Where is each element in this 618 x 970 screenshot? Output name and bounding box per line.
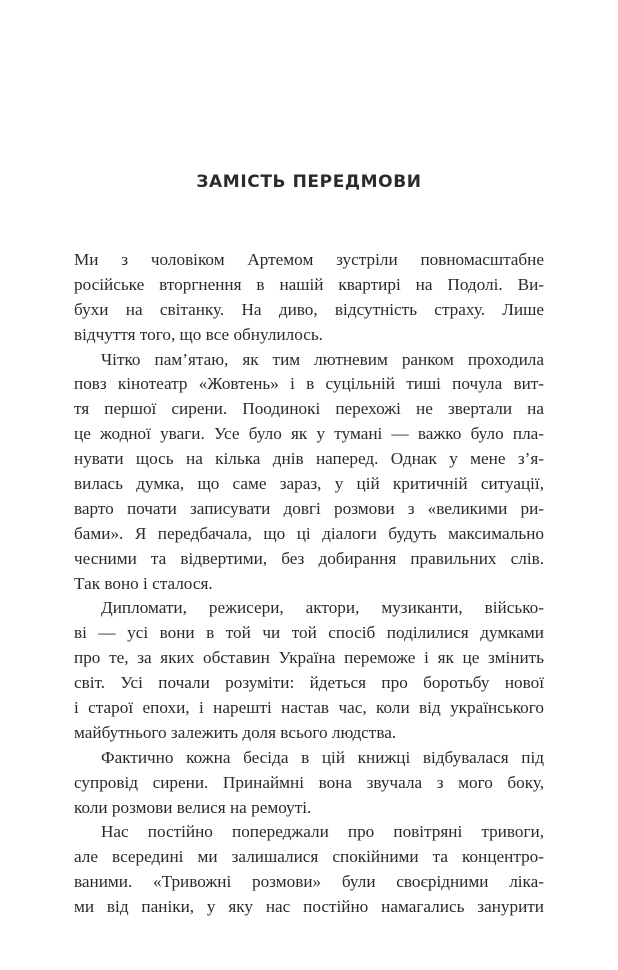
text-line: ваними. «Тривожні розмови» були своєрідними ліка- [74,872,544,892]
text-line: ві — усі вони в той чи той спосіб поділилися думками [74,623,544,643]
body-text [74,248,544,920]
text-line: вилась думка, що саме зараз, у цій критичній ситуації, [74,474,544,494]
text-line: бами». Я передбачала, що ці діалоги будуть максимально [74,523,544,543]
text-line: супровід сирени. Принаймні вона звучала з мого боку, [74,772,544,792]
text-line: тя першої сирени. Поодинокі перехожі не звертали на [74,399,544,419]
chapter-title: ЗАМІСТЬ ПЕРЕДМОВИ [196,172,422,192]
text-line: Чітко пам’ятаю, як тим лютневим ранком проходила [101,349,544,369]
text-line: коли розмови велися на ремоуті. [74,797,312,817]
text-line: ми від паніки, у яку нас постійно намагались занурити [74,897,544,917]
text-line: світ. Усі почали розуміти: йдеться про боротьбу нової [74,673,544,693]
text-line: нувати щось на кілька днів наперед. Однак у мене з’я- [74,449,544,469]
text-line: про те, за яких обставин Україна переможе і як це змінить [74,648,544,668]
text-line: це жодної уваги. Усе було як у тумані — важко було пла- [74,424,544,444]
text-line: Нас постійно попереджали про повітряні тривоги, [101,822,544,842]
text-line: чесними та відвертими, без добирання правильних слів. [74,548,544,568]
text-line: відчуття того, що все обнулилось. [74,324,323,344]
text-line: російське вторгнення в нашій квартирі на Подолі. Ви- [74,274,544,294]
text-line: варто почати записувати довгі розмови з «великими ри- [74,498,544,518]
text-line: Ми з чоловіком Артемом зустріли повномасштабне [74,250,544,269]
text-line: Дипломати, режисери, актори, музиканти, військо- [101,598,544,618]
text-line: Фактично кожна бесіда в цій книжці відбувалася під [101,747,544,767]
text-line: повз кінотеатр «Жовтень» і в суцільній тиші почула вит- [74,374,544,394]
text-line: Так воно і сталося. [74,573,213,593]
text-line: і старої епохи, і нарешті настав час, коли від українського [74,698,544,718]
text-line: майбутнього залежить доля всього людства. [74,722,397,742]
text-line: але всередині ми залишалися спокійними та концентро- [74,847,544,867]
text-line: бухи на світанку. На диво, відсутність страху. Лише [74,299,544,319]
